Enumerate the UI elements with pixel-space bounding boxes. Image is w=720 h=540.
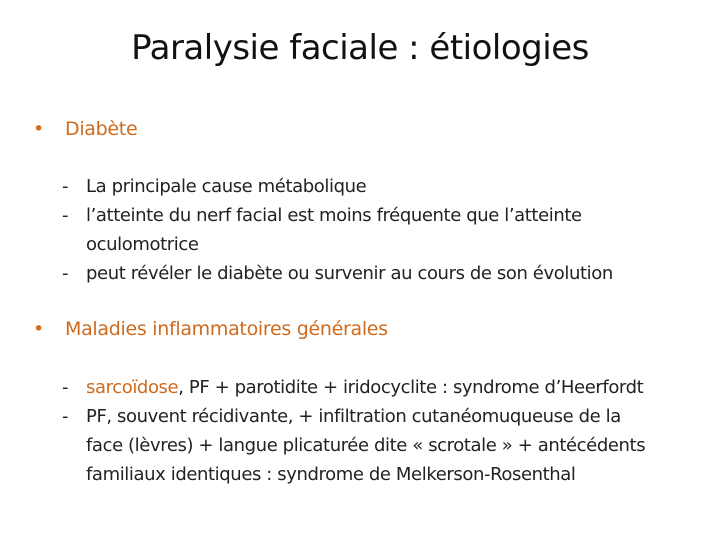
section-maladies-heading [33, 318, 388, 340]
list-item-continuation: familiaux identiques : syndrome de Melkerson-Rosenthal [86, 464, 576, 485]
dash-marker: - [62, 263, 69, 284]
list-item-text: peut révéler le diabète ou survenir au cours de son évolution [86, 263, 613, 284]
dash-marker: - [62, 406, 69, 427]
list-item [62, 201, 613, 230]
slide-title: Paralysie faciale : étiologies [131, 28, 589, 68]
section-maladies-list [62, 373, 645, 489]
list-item [62, 259, 613, 288]
list-item-text: La principale cause métabolique [86, 176, 367, 197]
highlight-term: sarcoïdose [86, 377, 179, 398]
list-item [62, 373, 645, 402]
list-item [62, 172, 613, 201]
section-diabete-heading [33, 118, 137, 140]
bullet-icon: • [33, 118, 45, 140]
list-item-continuation: oculomotrice [86, 234, 199, 255]
dash-marker: - [62, 176, 69, 197]
section-diabete-list [62, 172, 613, 288]
list-item-text: PF, souvent récidivante, + infiltration cutanéomuqueuse de la [86, 406, 621, 427]
dash-marker: - [62, 377, 69, 398]
dash-marker: - [62, 205, 69, 226]
section-heading: Maladies inflammatoires générales [65, 318, 388, 340]
bullet-icon: • [33, 318, 45, 340]
list-item-continuation: face (lèvres) + langue plicaturée dite « scrotale » + antécédents [86, 435, 646, 456]
list-item [62, 402, 645, 431]
list-item-text: , PF + parotidite + iridocyclite : syndrome d’Heerfordt [178, 377, 644, 398]
section-heading: Diabète [65, 118, 138, 140]
list-item-text: l’atteinte du nerf facial est moins fréquente que l’atteinte [86, 205, 582, 226]
